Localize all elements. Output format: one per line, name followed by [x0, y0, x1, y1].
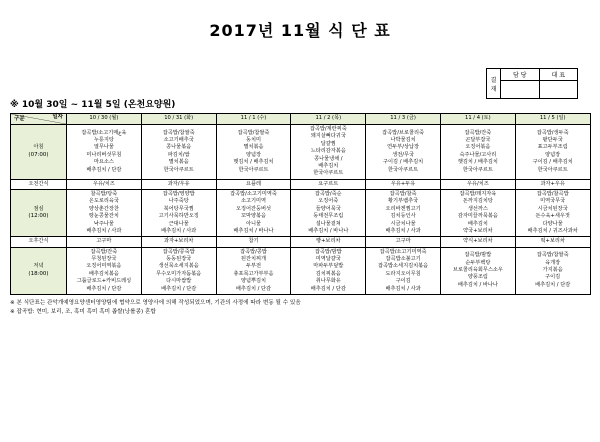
menu-item: 과자/우유 — [167, 180, 190, 187]
menu-item: 시금치된장국 — [537, 205, 568, 212]
menu-item: 한국아쿠르트 — [462, 166, 493, 173]
corner-class-label: 구분 — [14, 116, 25, 123]
menu-item: 배추김치 / 귀즈사과차 — [527, 227, 578, 234]
menu-item: 동치미 — [245, 137, 262, 144]
menu-item: 황기부뱀추국 — [388, 198, 419, 205]
menu-item: 구이김 / 배추김치 — [532, 159, 573, 166]
meal-cell — [216, 190, 291, 237]
menu-item: 잡곡밥/소고기매ع육 — [81, 129, 127, 136]
menu-item: 한국아쿠르트 — [313, 170, 344, 177]
menu-item: 우유+두유 — [390, 180, 416, 187]
snack-cell — [141, 179, 216, 189]
menu-item: 생선까스 — [467, 205, 488, 212]
approval-label-gyeol: 결 — [490, 76, 497, 84]
menu-item: 다시마쌈밥 — [166, 278, 192, 285]
menu-column-header-5: 11 / 3 (금) — [366, 114, 441, 125]
meal-plan-page — [0, 18, 600, 442]
approval-box — [486, 68, 578, 99]
menu-item: 열무나물 — [93, 144, 114, 151]
meal-name: 아침 — [33, 144, 44, 151]
menu-item: 오징어죽 — [318, 198, 339, 205]
menu-item: 양상춘간장찬 — [88, 205, 119, 212]
menu-item: 가지볶음 — [542, 267, 563, 274]
menu-item: 잡곡밥/브로콜리죽 — [382, 129, 424, 136]
meal-cell — [440, 190, 515, 237]
snack-cell — [515, 179, 590, 189]
approval-header-row — [487, 69, 578, 81]
menu-item: 요구르트 — [318, 180, 339, 187]
meal-cell — [515, 247, 590, 294]
menu-item: 약식+보리차 — [463, 238, 493, 245]
menu-item: 육개장 — [545, 259, 561, 266]
menu-item: 배추김치 / 바나나 — [457, 281, 498, 288]
menu-item: 오징어잔둥버섯 — [235, 205, 272, 212]
menu-item: 곤달부잡국 — [465, 137, 491, 144]
meal-row-label — [11, 190, 67, 237]
meal-cell — [291, 247, 366, 294]
menu-item: 잡곡밥/찰죽 — [389, 191, 417, 197]
menu-item: 배추김치 / 바나나 — [308, 227, 349, 234]
menu-item: 양풍조림 — [467, 274, 488, 281]
snack-cell — [291, 237, 366, 247]
approval-col-header-damdang: 담 당 — [501, 69, 540, 81]
snack-cell — [515, 237, 590, 247]
menu-item: 잡곡밥/콩밥 — [240, 248, 267, 255]
table-corner-header — [11, 114, 67, 125]
menu-item: 배추김치 / 단감 — [161, 285, 197, 292]
menu-item: 잡곡밥/찹쌀죽 — [237, 129, 270, 136]
menu-item: 동동된장국 — [166, 256, 192, 262]
menu-item: 순두부백탕 — [465, 259, 491, 266]
snack-cell — [366, 179, 441, 189]
menu-item: 다양나물 — [542, 220, 563, 227]
meal-time: (12:00) — [28, 212, 49, 219]
menu-item: 그룹글로드+카비드레싱 — [76, 278, 132, 285]
menu-item: 과자+보리차 — [163, 238, 194, 245]
menu-item: 꼬막양볶음 — [240, 213, 267, 220]
menu-item: 무청된장국 — [91, 256, 117, 262]
menu-item: 배추김치 / 사과 — [385, 285, 421, 292]
menu-item: 찰곡밥/탕죽 — [90, 191, 118, 197]
menu-item: 무수오미가자돔볶음 — [156, 270, 202, 277]
menu-item: 한국아쿠르트 — [163, 166, 194, 173]
page-title: 2017년 11월 식 단 표 — [209, 21, 391, 40]
menu-item: 고기사묵하반오징 — [158, 213, 199, 220]
menu-item: 총포목고가부부음 — [233, 270, 274, 277]
menu-item: 떡+보리차 — [540, 238, 565, 245]
menu-item: 잡곡밥/밤밥 — [464, 252, 492, 259]
menu-item: 멸치볶음 — [243, 144, 264, 151]
menu-item: 양념장 — [245, 151, 262, 158]
meal-cell — [291, 125, 366, 180]
menu-item: 생선묵소세지볶음 — [158, 263, 199, 270]
meal-name: 점심 — [33, 205, 44, 212]
menu-item: 동태전무조림 — [313, 213, 344, 220]
meal-cell — [67, 247, 142, 294]
meal-time: (18:00) — [28, 270, 49, 277]
menu-item: 요플레 — [245, 180, 262, 187]
menu-item: 구이김 — [395, 278, 411, 285]
menu-item: 잡곡밥/영양밥 — [162, 191, 195, 197]
menu-item: 잡곡밥/죽순 — [314, 191, 342, 197]
meal-cell — [515, 190, 590, 237]
snack-cell — [67, 237, 142, 247]
menu-item: 빵+보리차 — [316, 238, 341, 245]
menu-item: 감자미끌까묵볶음 — [457, 213, 498, 220]
approval-side-label — [487, 69, 501, 99]
menu-item: 잡곡밥/밤밥 — [314, 248, 342, 255]
snack-cell — [216, 179, 291, 189]
snack-row-오전간식 — [11, 179, 591, 189]
snack-cell — [440, 237, 515, 247]
menu-item: 취나무화유 — [315, 278, 341, 285]
menu-column-header-6: 11 / 4 (토) — [440, 114, 515, 125]
menu-item: 배추김치볶음 — [88, 270, 119, 277]
menu-item: 잡곡밥/찹쌀죽 — [162, 129, 195, 136]
meal-cell — [216, 125, 291, 180]
meal-cell — [440, 247, 515, 294]
meal-row-label — [11, 125, 67, 180]
meal-cell — [515, 125, 590, 180]
menu-item: 팥단두국 — [542, 137, 563, 144]
meal-cell — [366, 190, 441, 237]
menu-item: 배추김치 / 사과 — [161, 227, 197, 234]
menu-column-header-7: 11 / 5 (일) — [515, 114, 590, 125]
approval-table — [486, 68, 578, 99]
approval-value-daepyo[interactable] — [539, 81, 578, 99]
footnote-1: ※ 본 식단표는 관악개예영요양센터영양팀에 협약으로 영양사에 의해 작성되었으며, 기관의 사정에 따라 변동 될 수 있음 — [10, 299, 301, 306]
meal-cell — [141, 190, 216, 237]
menu-item: 잡곡밥/찰곡밥 — [536, 191, 569, 197]
menu-item: 달걀찜 — [320, 140, 336, 147]
menu-item: 오징어미역볶음 — [86, 263, 122, 270]
menu-item: 느타리감자볶음 — [310, 148, 346, 155]
menu-header-row — [11, 114, 591, 125]
menu-item: 북어탕무국찜 — [163, 205, 194, 212]
menu-item: 마요소스 — [93, 159, 114, 166]
menu-item: 배추김치 / 사과 — [385, 227, 421, 234]
menu-item: 잡곡밥/콩죽밥 — [162, 248, 195, 255]
meal-cell — [141, 247, 216, 294]
menu-item: 잡곡밥/찹쌀죽 — [536, 252, 569, 259]
menu-column-header-3: 11 / 1 (수) — [216, 114, 291, 125]
menu-item: 고구마 — [96, 238, 112, 245]
approval-col-header-daepyo: 대 표 — [539, 69, 578, 81]
footnote-2: ※ 잡곡밥: 현미, 보리, 조, 혹미 흑미 흑미 좁쌀(낭롤콩) 혼합 — [10, 308, 156, 315]
menu-item: 오리바겐찜고기 — [385, 205, 421, 212]
snack-row-label: 오전간식 — [11, 179, 67, 189]
menu-item: 배추김치 — [467, 220, 488, 227]
approval-label-jae: 재 — [490, 85, 497, 93]
menu-item: 돈까지김치탕 — [462, 198, 493, 205]
meal-row-아침 — [11, 125, 591, 180]
menu-item: 아니물 — [245, 220, 262, 227]
snack-cell — [440, 179, 515, 189]
snack-cell — [366, 237, 441, 247]
menu-item: 구이김 / 배추김치 — [383, 159, 424, 166]
menu-item: 잡곡밥/계란찌죽 — [309, 126, 347, 132]
corner-date-label: 일자 — [52, 114, 63, 120]
meal-row-label — [11, 247, 67, 294]
menu-item: 설나물겉쳐 — [315, 220, 341, 227]
meal-cell — [366, 125, 441, 180]
menu-item: 돼지살뼈다귀국 — [310, 133, 346, 140]
menu-item: 나박물김치 — [390, 137, 416, 144]
menu-item: 미역국무국 — [540, 198, 566, 205]
meal-cell — [141, 125, 216, 180]
footnotes — [10, 299, 600, 317]
menu-table — [10, 113, 591, 295]
menu-item: 된잔치찌개 — [240, 256, 267, 262]
menu-item: 잡곡밥/소고기미역죽 — [379, 248, 427, 255]
menu-item: 배추김치 / 단감 — [235, 285, 272, 292]
menu-item: 우유/치즈 — [466, 180, 489, 187]
snack-cell — [291, 179, 366, 189]
menu-column-header-1: 10 / 30 (월) — [67, 114, 142, 125]
menu-item: 브로콜리육회무스소우 — [452, 267, 503, 274]
menu-item: 찹기 — [248, 238, 259, 245]
menu-item: 양념장 — [545, 151, 561, 158]
menu-item: 배추김치 / 사과 — [86, 227, 122, 234]
menu-item: 콩나물냉채 / — [314, 155, 343, 162]
menu-item: 콩나물볶음 — [166, 144, 192, 151]
menu-item: 잡곡밥소세지김치볶음 — [378, 263, 429, 270]
menu-item: 파김치/쌈 — [167, 151, 190, 158]
menu-item: 잡곡밥/잔죽 — [90, 248, 118, 255]
menu-item: 돈수육+새우젓 — [535, 213, 570, 220]
meal-name: 저녁 — [33, 263, 44, 270]
menu-item: 과자+우유 — [540, 180, 565, 187]
menu-item: 우유/치즈 — [93, 180, 115, 187]
menu-item: 누룽지탕 — [93, 137, 114, 144]
menu-item: 멸치볶음 — [168, 159, 189, 166]
approval-value-damdang[interactable] — [501, 81, 540, 99]
menu-item: 잡곡밥/소고기미역죽 — [230, 191, 277, 197]
menu-item: 연두부/상납장 — [387, 144, 419, 151]
snack-cell — [141, 237, 216, 247]
meal-cell — [291, 190, 366, 237]
menu-item: 미역달걀국 — [315, 256, 341, 262]
menu-item: 한국아쿠르트 — [238, 166, 269, 173]
menu-item: 김치찌볶음 — [315, 270, 341, 277]
meal-cell — [216, 247, 291, 294]
menu-item: 땅눈콩물잔치 — [88, 213, 119, 220]
menu-item: 시금치나물 — [390, 220, 416, 227]
menu-item: 잡곡밥/돼지자육 — [459, 191, 497, 197]
menu-item: 두부전 — [245, 263, 262, 270]
meal-row-저녁 — [11, 247, 591, 294]
menu-item: 배추김치 / 단감 — [86, 285, 122, 292]
menu-item: 생전/무국 — [392, 151, 414, 158]
meal-row-점심 — [11, 190, 591, 237]
menu-item: 햇김치 / 배추김치 — [457, 159, 498, 166]
menu-item: 김치등인사 — [390, 213, 416, 220]
menu-item: 숙주나물/고사리 — [459, 151, 497, 158]
menu-item: 잡곡밥/생두죽 — [536, 129, 569, 136]
meal-cell — [440, 125, 515, 180]
meal-time: (07:00) — [28, 151, 49, 158]
menu-item: 소고기배추국 — [163, 137, 194, 144]
menu-item: 배추김치 / 단감 — [535, 281, 571, 288]
meal-cell — [67, 190, 142, 237]
menu-item: 배추김치 / 단감 — [86, 166, 122, 173]
menu-item: 근대나물 — [168, 220, 189, 227]
snack-cell — [67, 179, 142, 189]
menu-item: 온도로리육국 — [88, 198, 119, 205]
menu-item: 미나리버섯무침 — [86, 151, 122, 158]
menu-item: 햇김치 / 배추김치 — [233, 159, 274, 166]
menu-item: 소고기미역 — [240, 198, 267, 205]
menu-item: 한국아쿠르트 — [388, 166, 419, 173]
menu-item: 표고두부조림 — [537, 144, 568, 151]
menu-item: 잡곡밥소불고기 — [385, 256, 421, 262]
snack-cell — [216, 237, 291, 247]
menu-item: 오징어볶음 — [465, 144, 491, 151]
menu-item: 양념뿌김치 — [240, 278, 267, 285]
menu-item: 고구마 — [395, 238, 411, 245]
meal-cell — [67, 125, 142, 180]
menu-item: 잡곡밥/잔죽 — [464, 129, 492, 136]
snack-row-오후간식 — [11, 237, 591, 247]
menu-item: 배추김치 / 바나나 — [233, 227, 274, 234]
approval-value-row — [487, 81, 578, 99]
menu-item: 나주죽탕 — [168, 198, 189, 205]
menu-item: 낙주나물 — [93, 220, 114, 227]
menu-column-header-4: 11 / 2 (목) — [291, 114, 366, 125]
menu-column-header-2: 10 / 31 (화) — [141, 114, 216, 125]
menu-item: 마파두부덮밥 — [313, 263, 344, 270]
menu-item: 구이김 — [545, 274, 561, 281]
menu-item: 배추김치 / 단감 — [310, 285, 346, 292]
menu-item: 배추김치 — [318, 162, 339, 169]
menu-item: 들양어묵국 — [315, 205, 341, 212]
menu-item: 도라지오이무침 — [385, 270, 421, 277]
meal-cell — [366, 247, 441, 294]
section-heading: ※ 10월 30일 ~ 11월 5일 (온천요양원) — [10, 100, 176, 110]
menu-item: 한국아쿠르트 — [537, 166, 568, 173]
snack-row-label: 오후간식 — [11, 237, 67, 247]
menu-item: 약국+보리차 — [463, 227, 493, 234]
